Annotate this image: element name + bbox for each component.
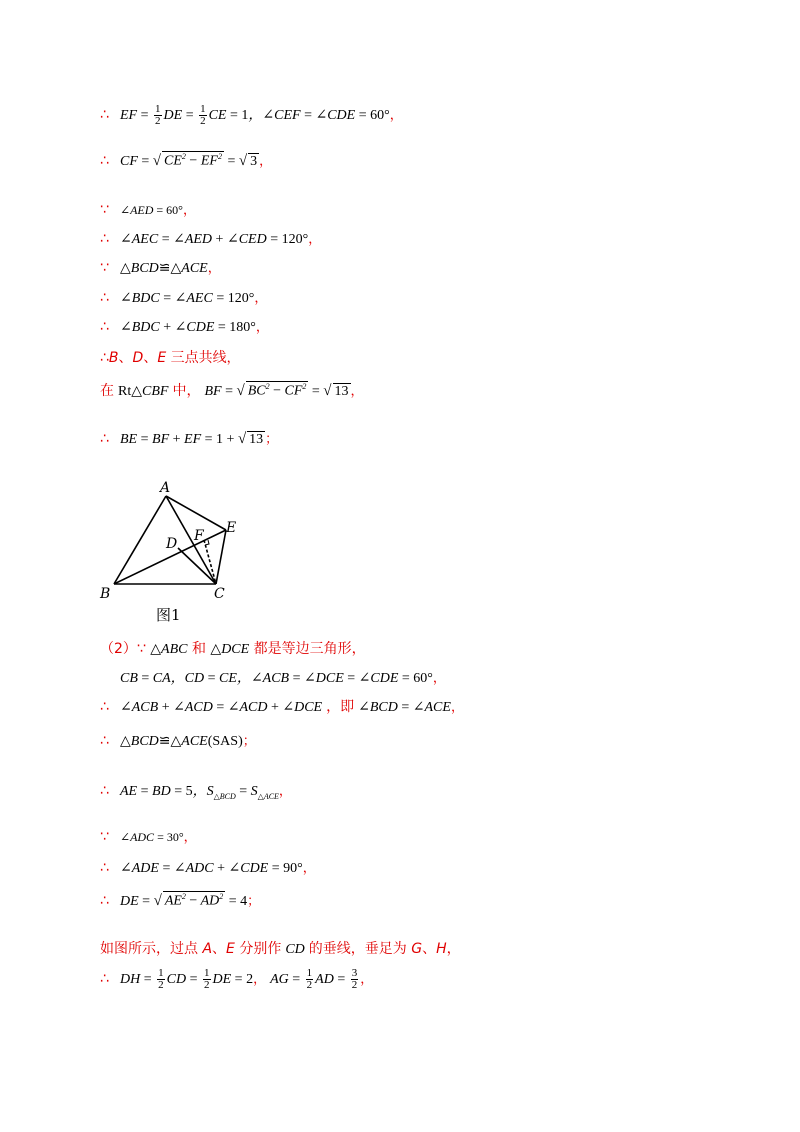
solution-line-1: ∴ EF = $\frac{1}{2}$ DE = $\frac{1}{2}$ CE = 1，∠CEF = ∠CDE = 60°， <box>100 103 403 128</box>
equation: AE = BD = 5，$S_{\triangle BCD} = S_{\triangle ACE}$ <box>120 784 279 801</box>
equation: EF = $\frac{1}{2}$ DE = $\frac{1}{2}$ CE = 1，∠CEF = ∠CDE = 60° <box>120 103 390 128</box>
because-symbol: ∵ <box>100 260 109 276</box>
equation: ∠AEC = ∠AED + ∠CED = 120° <box>120 232 309 247</box>
point-label-f: F <box>194 528 204 544</box>
therefore-symbol: ∴ <box>100 893 109 909</box>
therefore-symbol: ∴ <box>100 733 109 749</box>
solution-line-8: ∴B、D、E 三点共线， <box>100 350 240 366</box>
geometry-figure <box>96 478 256 609</box>
solution-line-19: 如图所示，过点 A、E 分别作 CD 的垂线，垂足为 G、H， <box>100 941 461 957</box>
solution-line-4: ∴ ∠AEC = ∠AED + ∠CED = 120°， <box>100 231 322 247</box>
therefore-symbol: ∴ <box>100 107 109 123</box>
therefore-symbol: ∴ <box>100 860 109 876</box>
therefore-symbol: ∴ <box>100 350 109 366</box>
solution-line-11: （2）∵ △ABC 和 △DCE 都是等边三角形， <box>100 641 366 657</box>
equation: ∠BDC = ∠AEC = 120° <box>120 291 255 306</box>
equation: CF = √ $CE^2 - EF^2$ = √ 3 <box>120 152 258 169</box>
because-symbol: ∵ <box>100 829 109 845</box>
equation: DH = $\frac{1}{2}$ CD = $\frac{1}{2}$ DE = 2 <box>120 967 254 992</box>
equation: CB = CA，CD = CE，∠ACB = ∠DCE = ∠CDE = 60° <box>120 671 433 686</box>
solution-line-14: ∴ △BCD≌△ACE(SAS)； <box>100 733 256 749</box>
solution-line-16: ∵ ∠ADC = 30°， <box>100 829 197 845</box>
point-label-e: E <box>226 520 237 536</box>
solution-line-18: ∴ DE = √ $AE^2 - AD^2 = 4$； <box>100 892 261 909</box>
solution-line-9: 在 Rt△CBF 中， BF = √ $BC^2 - CF^2$ = √ 13 ， <box>100 382 364 399</box>
solution-line-5: ∵ △BCD≌△ACE， <box>100 260 221 276</box>
equation: ∠ADE = ∠ADC + ∠CDE = 90° <box>120 861 303 876</box>
equation: ∠BDC + ∠CDE = 180° <box>120 320 256 335</box>
therefore-symbol: ∴ <box>100 231 109 247</box>
point-label-a: A <box>160 480 171 496</box>
solution-line-2: ∴ CF = √ $CE^2 - EF^2$ = √ 3 ， <box>100 152 273 169</box>
therefore-symbol: ∴ <box>100 971 109 987</box>
equation: △BCD≌△ACE <box>120 261 208 276</box>
point-label-c: C <box>214 586 225 602</box>
equation: ∠ACB + ∠ACD = ∠ACD + ∠DCE <box>120 700 323 715</box>
therefore-symbol: ∴ <box>100 290 109 306</box>
solution-line-15: ∴ AE = BD = 5，$S_{\triangle BCD} = S_{\triangle ACE}$， <box>100 783 292 801</box>
solution-line-13: ∴ ∠ACB + ∠ACD = ∠ACD + ∠DCE ，即 ∠BCD = ∠ACE， <box>100 699 464 715</box>
equation: △BCD≌△ACE(SAS) <box>120 734 243 749</box>
figure-caption: 图1 <box>156 606 181 624</box>
equation: ∠ADC = 30° <box>120 830 184 844</box>
equation: BE = BF + EF = 1 + √ 13 <box>120 431 264 447</box>
solution-line-7: ∴ ∠BDC + ∠CDE = 180°， <box>100 319 269 335</box>
therefore-symbol: ∴ <box>100 783 109 799</box>
equation: ∠AED = 60° <box>120 203 183 217</box>
equation: DE = √ $AE^2 - AD^2 = 4$ <box>120 892 248 909</box>
solution-line-20: ∴ DH = $\frac{1}{2}$ CD = $\frac{1}{2}$ DE = 2， AG = $\frac{1}{2}$ AD = $\frac{3}{2}$ ， <box>100 967 374 992</box>
therefore-symbol: ∴ <box>100 153 109 169</box>
solution-line-12: CB = CA，CD = CE，∠ACB = ∠DCE = ∠CDE = 60°， <box>120 671 446 686</box>
solution-line-3: ∵ ∠AED = 60°， <box>100 202 196 218</box>
solution-line-10: ∴ BE = BF + EF = 1 + √ 13 ； <box>100 431 279 447</box>
point-label-b: B <box>100 586 111 602</box>
solution-line-6: ∴ ∠BDC = ∠AEC = 120°， <box>100 290 268 306</box>
therefore-symbol: ∴ <box>100 699 109 715</box>
equation: Rt△CBF <box>118 384 169 399</box>
therefore-symbol: ∴ <box>100 319 109 335</box>
therefore-symbol: ∴ <box>100 431 109 447</box>
point-label-d: D <box>166 536 178 552</box>
solution-line-17: ∴ ∠ADE = ∠ADC + ∠CDE = 90°， <box>100 860 316 876</box>
figure-diagram <box>96 478 256 604</box>
because-symbol: ∵ <box>100 202 109 218</box>
